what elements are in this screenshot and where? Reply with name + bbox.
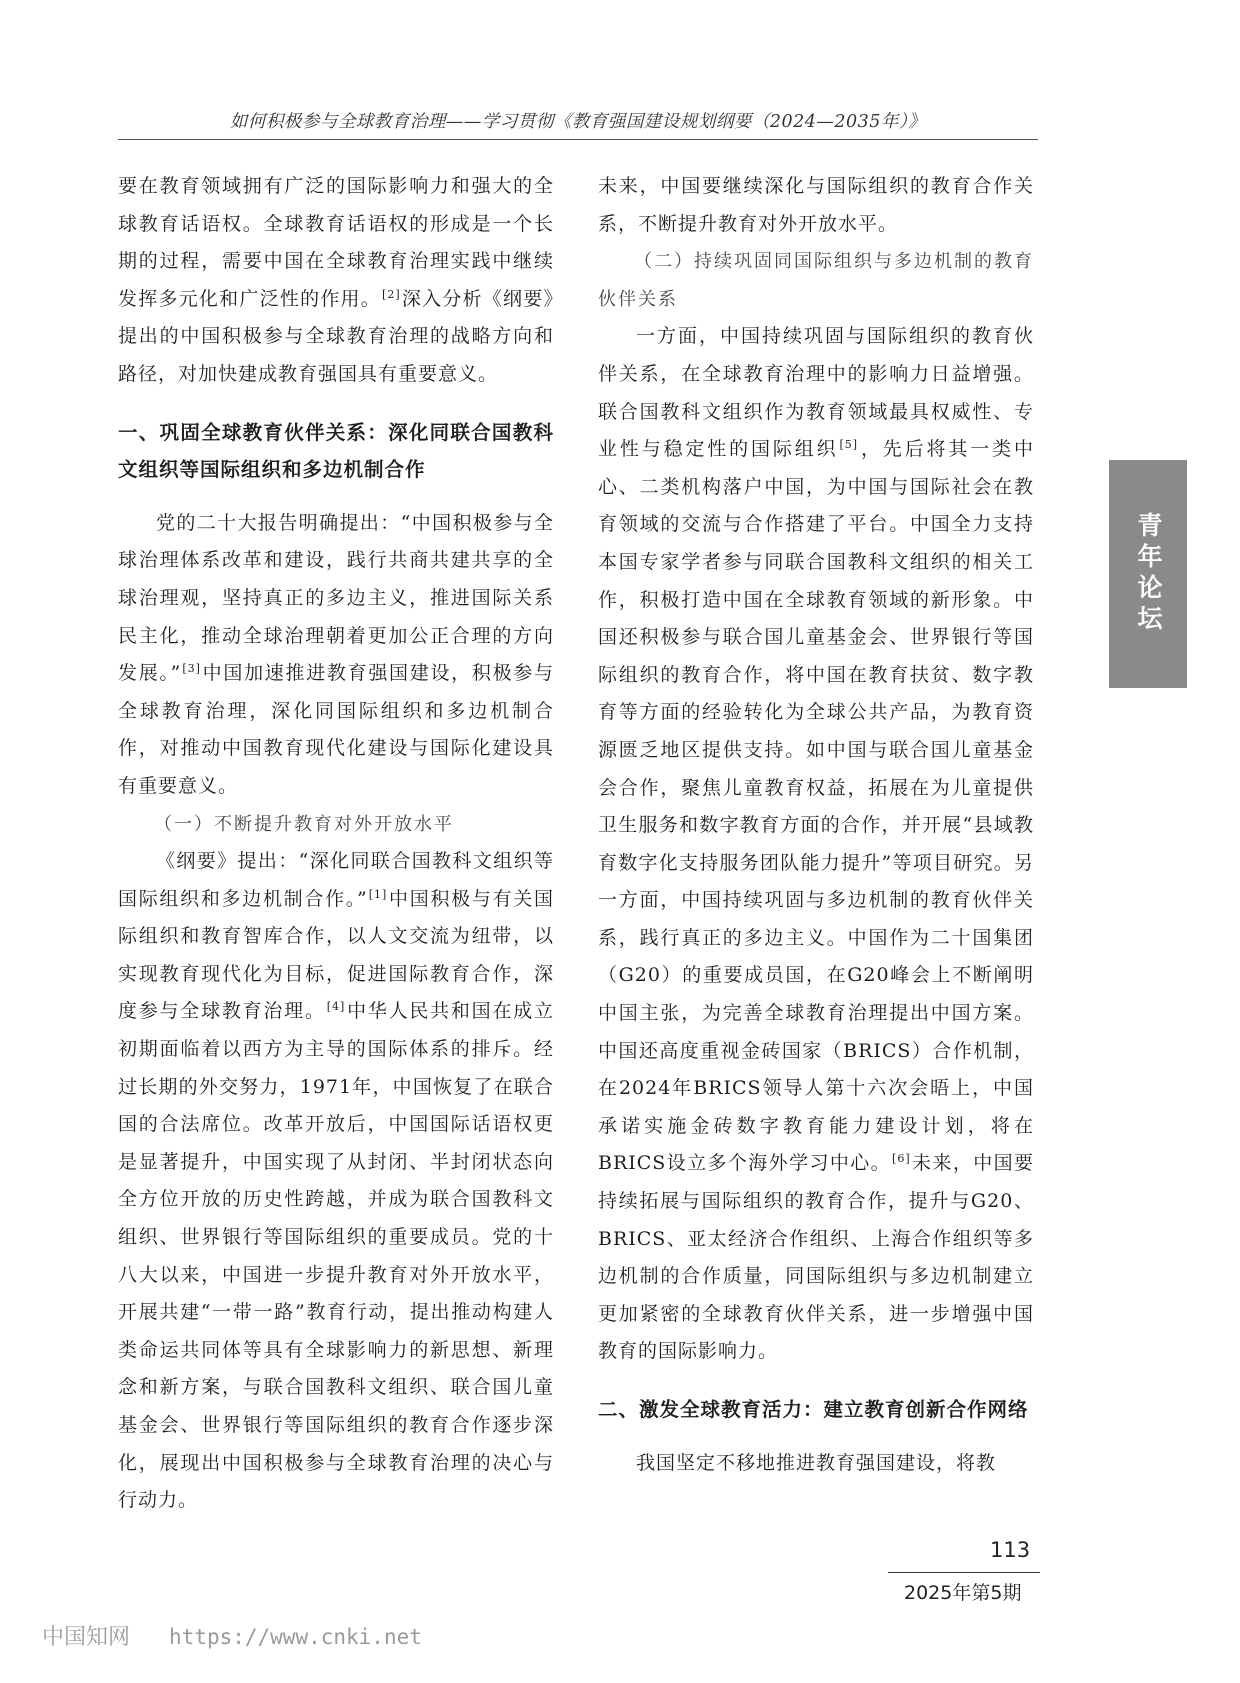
- text: 党的二十大报告明确提出：“中国积极参与全球治理体系改革和建设，践行共商共建共享的全球治理观，坚持真正的多边主义，推进国际关系民主化，推动全球治理朝着更加公正合理的方向发展。”: [118, 511, 554, 685]
- issue-label: 2025年第5期: [904, 1582, 1022, 1604]
- text: 未来，中国要持续拓展与国际组织的教育合作，提升与G20、BRICS、亚太经济合作组织、上海合作组织等多边机制的合作质量，同国际组织与多边机制建立更加紧密的全球教育伙伴关系，进一步增强中国教育的国际影响力。: [598, 1152, 1034, 1363]
- text: 《纲要》提出：“深化同联合国教科文组织等国际组织和多边机制合作。”: [118, 850, 554, 910]
- section-heading: 一、巩固全球教育伙伴关系：深化同联合国教科文组织等国际组织和多边机制合作: [118, 420, 554, 482]
- section-heading: 二、激发全球教育活力：建立教育创新合作网络: [598, 1398, 1029, 1421]
- watermark: [42, 1620, 422, 1651]
- right-column: [598, 168, 1034, 1482]
- text: 一方面，中国持续巩固与国际组织的教育伙伴关系，在全球教育治理中的影响力日益增强。联合国教科文组织作为教育领域最具权威性、专业性与稳定性的国际组织: [598, 325, 1034, 461]
- subsection-heading: （一）不断提升教育对外开放水平: [154, 813, 454, 835]
- text: ，先后将其一类中心、二类机构落户中国，为中国与国际社会在教育领域的交流与合作搭建了平台。中国全力支持本国专家学者参与同联合国教科文组织的相关工作，积极打造中国在全球教育领域的新形象。中国还积极参与联合国儿童基金会、世界银行等国际组织的教育合作，将中国在教育扶贫、数字教育等方面的经验转化为全球公共产品，为教育资源匮乏地区提供支持。如中国与联合国儿童基金会合作，聚焦儿童教育权益，拓展在为儿童提供卫生服务和数字教育方面的合作，并开展“县域教育数字化支持服务团队能力提升”等项目研究。另一方面，中国持续巩固与多边机制的教育伙伴关系，践行真正的多边主义。中国作为二十国集团（G20）的重要成员国，在G20峰会上不断阐明中国主张，为完善全球教育治理提出中国方案。中国还高度重视金砖国家（BRICS）合作机制，在2024年BRICS领导人第十六次会晤上，中国承诺实施金砖数字教育能力建设计划，将在BRICS设立多个海外学习中心。: [598, 438, 1034, 1175]
- section-side-tab: [1109, 460, 1187, 688]
- citation-ref: [6]: [892, 1152, 911, 1166]
- text: 中国加速推进教育强国建设，积极参与全球教育治理，深化同国际组织和多边机制合作，对推动中国教育现代化建设与国际化建设具有重要意义。: [118, 662, 554, 797]
- text: 中华人民共和国在成立初期面临着以西方为主导的国际体系的排斥。经过长期的外交努力，1971年，中国恢复了在联合国的合法席位。改革开放后，中国国际话语权更是显著提升，中国实现了从封闭、半封闭状态向全方位开放的历史性跨越，并成为联合国教科文组织、世界银行等国际组织的重要成员。党的十八大以来，中国进一步提升教育对外开放水平，开展共建“一带一路”教育行动，提出推动构建人类命运共同体等具有全球影响力的新思想、新理念和新方案，与联合国教科文组织、联合国儿童基金会、世界银行等国际组织的教育合作逐步深化，展现出中国积极参与全球教育治理的决心与行动力。: [118, 1000, 554, 1512]
- watermark-url: https://www.cnki.net: [169, 1625, 422, 1649]
- citation-ref: [4]: [326, 1000, 346, 1014]
- subsection-heading: （二）持续巩固同国际组织与多边机制的教育伙伴关系: [598, 251, 1034, 310]
- citation-ref: [2]: [382, 287, 401, 301]
- citation-ref: [3]: [182, 662, 201, 676]
- paragraph: 未来，中国要继续深化与国际组织的教育合作关系，不断提升教育对外开放水平。: [598, 175, 1034, 235]
- text: 要在教育领域拥有广泛的国际影响力和强大的全球教育话语权。全球教育话语权的形成是一个长期的过程，需要中国在全球教育治理实践中继续发挥多元化和广泛性的作用。: [118, 175, 554, 310]
- paragraph: 我国坚定不移地推进教育强国建设，将教: [636, 1451, 997, 1474]
- citation-ref: [1]: [368, 887, 388, 901]
- footer-divider: [888, 1572, 1040, 1573]
- left-column: [118, 168, 554, 1520]
- text: 中国积极与有关国际组织和教育智库合作，以人文交流为纽带，以实现教育现代化为目标，促进国际教育合作，深度参与全球教育治理。: [118, 887, 554, 1023]
- citation-ref: [5]: [839, 438, 859, 452]
- page-number: 113: [990, 1538, 1031, 1562]
- paragraph: [118, 168, 554, 394]
- header-divider: [118, 139, 1038, 140]
- running-header: 如何积极参与全球教育治理——学习贯彻《教育强国建设规划纲要（2024—2035年）》: [229, 112, 927, 132]
- watermark-name: 中国知网: [42, 1625, 131, 1650]
- side-tab-label: 青年论坛: [1134, 512, 1163, 636]
- paragraph: [118, 505, 554, 806]
- paragraph: [598, 318, 1034, 1371]
- text: 深入分析《纲要》提出的中国积极参与全球教育治理的战略方向和路径，对加快建成教育强国具有重要意义。: [118, 287, 554, 385]
- paragraph: [118, 843, 554, 1520]
